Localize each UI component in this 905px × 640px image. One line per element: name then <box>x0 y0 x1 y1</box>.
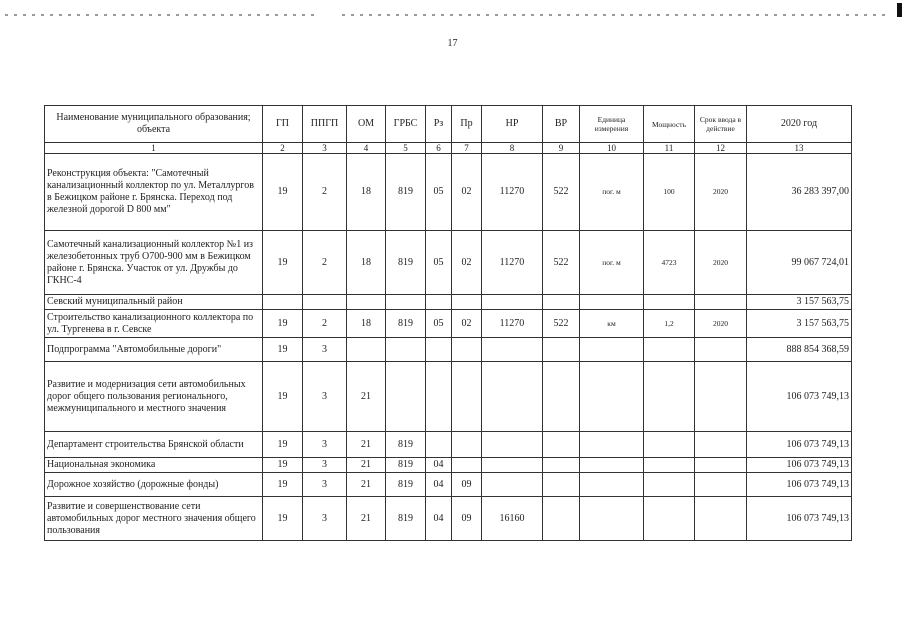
pr-cell: 09 <box>452 497 482 541</box>
column-number: 1 <box>45 143 263 154</box>
scan-artifact-left <box>5 14 315 16</box>
header-nr: НР <box>482 106 543 143</box>
page-number: 17 <box>447 38 458 49</box>
term-cell <box>695 473 747 497</box>
rz-cell <box>426 362 452 432</box>
power-cell <box>644 362 695 432</box>
term-cell <box>695 458 747 473</box>
power-cell <box>644 473 695 497</box>
header-unit: Единица измерения <box>580 106 644 143</box>
amount-cell: 99 067 724,01 <box>747 231 852 295</box>
vr-cell <box>543 295 580 310</box>
amount-cell: 888 854 368,59 <box>747 338 852 362</box>
table-row <box>45 295 852 310</box>
column-number: 3 <box>303 143 347 154</box>
nr-cell <box>482 362 543 432</box>
column-number: 8 <box>482 143 543 154</box>
term-cell <box>695 362 747 432</box>
table-row <box>45 154 852 231</box>
unit-cell <box>580 295 644 310</box>
rz-cell: 04 <box>426 497 452 541</box>
gp-cell: 19 <box>263 154 303 231</box>
rz-cell <box>426 432 452 458</box>
ppgp-cell <box>303 295 347 310</box>
column-number: 4 <box>347 143 386 154</box>
om-cell: 21 <box>347 432 386 458</box>
gp-cell: 19 <box>263 310 303 338</box>
power-cell: 4723 <box>644 231 695 295</box>
grbs-cell <box>386 295 426 310</box>
ppgp-cell: 3 <box>303 458 347 473</box>
vr-cell <box>543 497 580 541</box>
nr-cell: 11270 <box>482 154 543 231</box>
column-number: 12 <box>695 143 747 154</box>
column-number: 10 <box>580 143 644 154</box>
amount-cell: 36 283 397,00 <box>747 154 852 231</box>
nr-cell <box>482 473 543 497</box>
unit-cell: пог. м <box>580 154 644 231</box>
vr-cell: 522 <box>543 231 580 295</box>
power-cell <box>644 432 695 458</box>
header-gp: ГП <box>263 106 303 143</box>
nr-cell: 11270 <box>482 310 543 338</box>
object-name: Департамент строительства Брянской области <box>45 432 263 458</box>
term-cell <box>695 432 747 458</box>
rz-cell: 05 <box>426 310 452 338</box>
term-cell: 2020 <box>695 310 747 338</box>
rz-cell: 05 <box>426 231 452 295</box>
grbs-cell: 819 <box>386 310 426 338</box>
om-cell: 18 <box>347 231 386 295</box>
power-cell <box>644 338 695 362</box>
om-cell <box>347 338 386 362</box>
table-row <box>45 432 852 458</box>
nr-cell <box>482 432 543 458</box>
gp-cell: 19 <box>263 338 303 362</box>
ppgp-cell: 2 <box>303 310 347 338</box>
gp-cell: 19 <box>263 231 303 295</box>
budget-table <box>44 105 852 541</box>
rz-cell <box>426 338 452 362</box>
grbs-cell: 819 <box>386 231 426 295</box>
column-number: 13 <box>747 143 852 154</box>
gp-cell: 19 <box>263 458 303 473</box>
nr-cell <box>482 295 543 310</box>
term-cell: 2020 <box>695 231 747 295</box>
pr-cell <box>452 295 482 310</box>
vr-cell: 522 <box>543 154 580 231</box>
unit-cell <box>580 338 644 362</box>
unit-cell <box>580 497 644 541</box>
rz-cell: 05 <box>426 154 452 231</box>
object-name: Национальная экономика <box>45 458 263 473</box>
table-row <box>45 231 852 295</box>
unit-cell <box>580 458 644 473</box>
scan-artifact-right <box>342 14 890 16</box>
unit-cell <box>580 362 644 432</box>
table-row <box>45 458 852 473</box>
table-row <box>45 497 852 541</box>
ppgp-cell: 2 <box>303 231 347 295</box>
header-ppgp: ППГП <box>303 106 347 143</box>
om-cell: 18 <box>347 154 386 231</box>
ppgp-cell: 3 <box>303 432 347 458</box>
amount-cell: 106 073 749,13 <box>747 362 852 432</box>
header-name: Наименование муниципального образования; объекта <box>45 106 263 143</box>
column-number: 11 <box>644 143 695 154</box>
scan-corner-mark <box>897 3 902 17</box>
term-cell <box>695 497 747 541</box>
gp-cell: 19 <box>263 473 303 497</box>
column-number: 6 <box>426 143 452 154</box>
object-name: Развитие и совершенствование сети автомобильных дорог местного значения общего пользования <box>45 497 263 541</box>
grbs-cell: 819 <box>386 497 426 541</box>
rz-cell: 04 <box>426 458 452 473</box>
unit-cell <box>580 473 644 497</box>
pr-cell <box>452 362 482 432</box>
power-cell <box>644 497 695 541</box>
power-cell <box>644 295 695 310</box>
object-name: Развитие и модернизация сети автомобильных дорог общего пользования регионального, межмуниципального и местного значения <box>45 362 263 432</box>
header-term: Срок ввода в действие <box>695 106 747 143</box>
pr-cell <box>452 458 482 473</box>
grbs-cell: 819 <box>386 432 426 458</box>
term-cell <box>695 338 747 362</box>
term-cell: 2020 <box>695 154 747 231</box>
vr-cell <box>543 362 580 432</box>
amount-cell: 106 073 749,13 <box>747 473 852 497</box>
ppgp-cell: 3 <box>303 473 347 497</box>
vr-cell <box>543 458 580 473</box>
gp-cell: 19 <box>263 432 303 458</box>
header-year: 2020 год <box>747 106 852 143</box>
table-row <box>45 310 852 338</box>
vr-cell <box>543 473 580 497</box>
header-power: Мощность <box>644 106 695 143</box>
gp-cell: 19 <box>263 362 303 432</box>
header-om: ОМ <box>347 106 386 143</box>
om-cell <box>347 295 386 310</box>
object-name: Строительство канализационного коллектора по ул. Тургенева в г. Севске <box>45 310 263 338</box>
ppgp-cell: 3 <box>303 362 347 432</box>
amount-cell: 106 073 749,13 <box>747 458 852 473</box>
table-row <box>45 473 852 497</box>
power-cell: 1,2 <box>644 310 695 338</box>
pr-cell <box>452 432 482 458</box>
pr-cell <box>452 338 482 362</box>
om-cell: 21 <box>347 362 386 432</box>
nr-cell: 11270 <box>482 231 543 295</box>
ppgp-cell: 2 <box>303 154 347 231</box>
table-row <box>45 338 852 362</box>
unit-cell: пог. м <box>580 231 644 295</box>
header-rz: Рз <box>426 106 452 143</box>
om-cell: 18 <box>347 310 386 338</box>
pr-cell: 02 <box>452 231 482 295</box>
gp-cell: 19 <box>263 497 303 541</box>
gp-cell <box>263 295 303 310</box>
pr-cell: 02 <box>452 310 482 338</box>
amount-cell: 106 073 749,13 <box>747 432 852 458</box>
om-cell: 21 <box>347 458 386 473</box>
pr-cell: 09 <box>452 473 482 497</box>
object-name: Подпрограмма "Автомобильные дороги" <box>45 338 263 362</box>
nr-cell <box>482 338 543 362</box>
rz-cell: 04 <box>426 473 452 497</box>
om-cell: 21 <box>347 497 386 541</box>
object-name: Дорожное хозяйство (дорожные фонды) <box>45 473 263 497</box>
power-cell <box>644 458 695 473</box>
header-grbs: ГРБС <box>386 106 426 143</box>
nr-cell: 16160 <box>482 497 543 541</box>
column-number: 7 <box>452 143 482 154</box>
amount-cell: 3 157 563,75 <box>747 295 852 310</box>
amount-cell: 3 157 563,75 <box>747 310 852 338</box>
object-name: Реконструкция объекта: "Самотечный канализационный коллектор по ул. Металлургов в Бежицком районе г. Брянска. Переход под железной дорогой D 800 мм" <box>45 154 263 231</box>
unit-cell: км <box>580 310 644 338</box>
pr-cell: 02 <box>452 154 482 231</box>
om-cell: 21 <box>347 473 386 497</box>
table-row <box>45 362 852 432</box>
grbs-cell <box>386 362 426 432</box>
vr-cell <box>543 338 580 362</box>
grbs-cell <box>386 338 426 362</box>
grbs-cell: 819 <box>386 154 426 231</box>
power-cell: 100 <box>644 154 695 231</box>
term-cell <box>695 295 747 310</box>
amount-cell: 106 073 749,13 <box>747 497 852 541</box>
grbs-cell: 819 <box>386 458 426 473</box>
header-vr: ВР <box>543 106 580 143</box>
column-number: 9 <box>543 143 580 154</box>
rz-cell <box>426 295 452 310</box>
header-row <box>45 106 852 143</box>
object-name: Самотечный канализационный коллектор №1 из железобетонных труб О700-900 мм в Бежицком районе г. Брянска. Участок от ул. Дружбы до ГКНС-4 <box>45 231 263 295</box>
vr-cell: 522 <box>543 310 580 338</box>
column-number-row <box>45 143 852 154</box>
column-number: 5 <box>386 143 426 154</box>
vr-cell <box>543 432 580 458</box>
nr-cell <box>482 458 543 473</box>
header-pr: Пр <box>452 106 482 143</box>
grbs-cell: 819 <box>386 473 426 497</box>
ppgp-cell: 3 <box>303 497 347 541</box>
column-number: 2 <box>263 143 303 154</box>
ppgp-cell: 3 <box>303 338 347 362</box>
unit-cell <box>580 432 644 458</box>
object-name: Севский муниципальный район <box>45 295 263 310</box>
